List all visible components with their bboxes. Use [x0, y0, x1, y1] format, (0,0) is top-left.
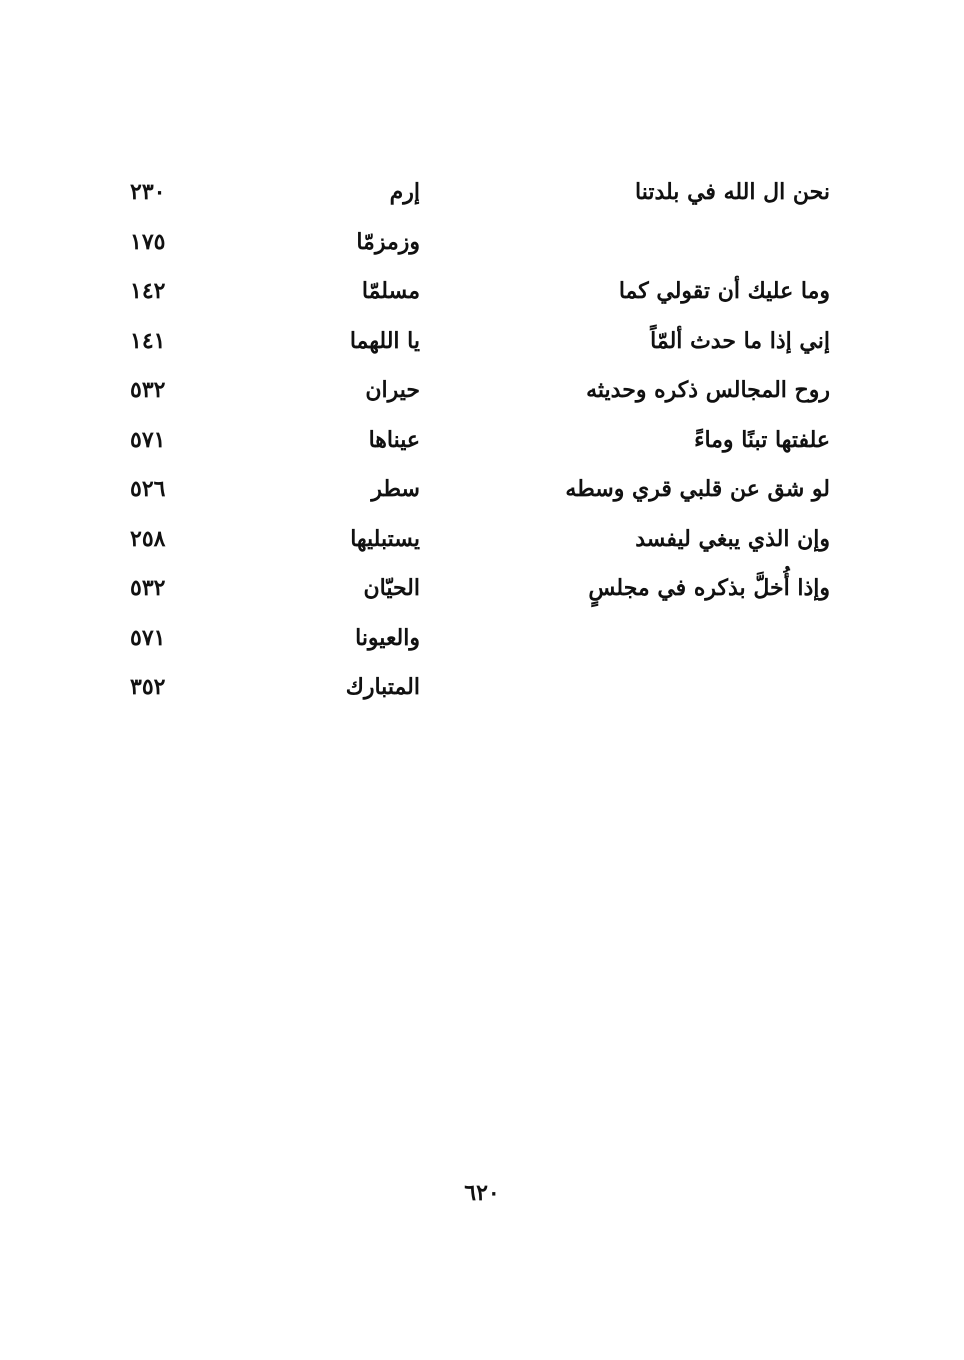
page-reference: ٣٥٢	[130, 674, 166, 700]
page-reference: ٥٣٢	[130, 377, 166, 403]
verse-opening: إني إذا ما حدث ألمّاً	[650, 327, 830, 354]
rhyme-word: الحيّان	[363, 575, 420, 601]
verse-opening: علفتها تبنًا وماءً	[694, 426, 830, 453]
rhyme-word: مسلمّا	[361, 278, 420, 304]
table-row	[130, 168, 830, 218]
rhyme-word: سطر	[371, 476, 420, 502]
page-reference: ١٧٥	[130, 228, 166, 255]
table-row	[130, 515, 830, 565]
table-row	[130, 218, 830, 268]
rhyme-word: وزمزمّا	[356, 228, 420, 255]
page-reference: ٢٥٨	[130, 525, 166, 552]
table-row	[130, 416, 830, 466]
rhyme-word: المتبارك	[345, 674, 420, 700]
verse-opening: وإن الذي يبغي ليفسد	[635, 525, 830, 552]
verse-opening: وإذا أُخلَّ بذكره في مجلسٍ	[588, 575, 830, 601]
table-row	[130, 465, 830, 515]
page-reference: ٥٣٢	[130, 575, 166, 601]
verse-opening: روح المجالس ذكره وحديثه	[586, 377, 830, 403]
rhyme-word: عيناها	[368, 426, 420, 453]
verse-index-table	[130, 168, 830, 713]
rhyme-word: يا اللهما	[349, 327, 420, 354]
table-row	[130, 366, 830, 416]
verse-opening: نحن ال الله في بلدتنا	[635, 179, 830, 205]
rhyme-word: إرم	[389, 179, 420, 205]
page-reference: ١٤١	[130, 327, 166, 354]
page-reference: ٥٢٦	[130, 476, 166, 502]
table-row	[130, 663, 830, 713]
verse-opening: وما عليك أن تقولي كما	[618, 278, 830, 304]
table-row	[130, 317, 830, 367]
page-reference: ١٤٢	[130, 278, 166, 304]
page-reference: ٢٣٠	[130, 179, 166, 205]
rhyme-word: والعيونا	[355, 624, 420, 651]
page-reference: ٥٧١	[130, 426, 166, 453]
table-row	[130, 614, 830, 664]
page-number: ٦٢٠	[464, 1180, 500, 1206]
table-row	[130, 267, 830, 317]
rhyme-word: حيران	[365, 377, 420, 403]
verse-opening: لو شق عن قلبي قري وسطه	[565, 476, 830, 502]
page-reference: ٥٧١	[130, 624, 166, 651]
table-row	[130, 564, 830, 614]
rhyme-word: يستبليها	[350, 525, 420, 552]
